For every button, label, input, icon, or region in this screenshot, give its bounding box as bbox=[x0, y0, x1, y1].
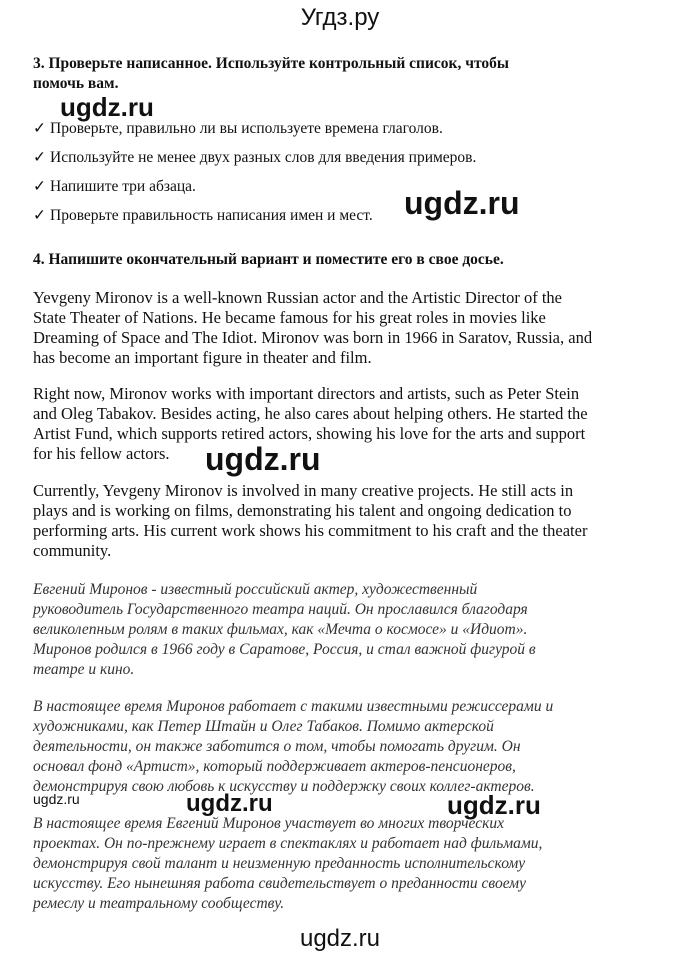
checkmark-icon: ✓ bbox=[33, 149, 46, 166]
english-paragraph-3 bbox=[33, 481, 587, 561]
checkmark-icon: ✓ bbox=[33, 120, 46, 137]
checklist-text: Напишите три абзаца. bbox=[50, 178, 196, 195]
text-line: руководитель Государственного театра наций. Он прославился благодаря bbox=[33, 601, 528, 618]
watermark: ugdz.ru bbox=[60, 92, 154, 122]
text-line: демонстрируя свою любовь к искусству и поддержку своих коллег-актеров. bbox=[33, 778, 535, 795]
text-line: Евгений Миронов - известный российский актер, художественный bbox=[33, 581, 478, 598]
text-line: великолепным ролям в таких фильмах, как «Мечта о космосе» и «Идиот». bbox=[33, 621, 528, 638]
text-line: деятельности, он также заботится о том, чтобы помогать другим. Он bbox=[33, 738, 521, 755]
footer-watermark: ugdz.ru bbox=[299, 925, 381, 952]
checkmark-icon: ✓ bbox=[33, 178, 46, 195]
text-line: проектах. Он по-прежнему играет в спектаклях и работает над фильмами, bbox=[33, 835, 543, 852]
checklist-item bbox=[33, 148, 476, 168]
watermark: ugdz.ru bbox=[404, 185, 520, 221]
text-line: and Oleg Tabakov. Besides acting, he also cares about helping others. He started the bbox=[33, 404, 588, 423]
task4-heading: 4. Напишите окончательный вариант и поместите его в свое досье. bbox=[33, 251, 504, 268]
russian-paragraph-2 bbox=[33, 697, 553, 797]
text-line: Yevgeny Mironov is a well-known Russian actor and the Artistic Director of the bbox=[33, 288, 562, 307]
russian-paragraph-3 bbox=[33, 814, 542, 914]
watermark: ugdz.ru bbox=[205, 441, 321, 477]
text-line: performing arts. His current work shows his commitment to his craft and the theater bbox=[33, 521, 588, 540]
text-line: Artist Fund, which supports retired actors, showing his love for the arts and support bbox=[33, 424, 586, 443]
watermark: ugdz.ru bbox=[186, 790, 273, 817]
checklist-text: Используйте не менее двух разных слов для введения примеров. bbox=[50, 149, 477, 166]
checkmark-icon: ✓ bbox=[33, 207, 46, 224]
text-line: Currently, Yevgeny Mironov is involved in many creative projects. He still acts in bbox=[33, 481, 574, 500]
checklist-item bbox=[33, 206, 373, 226]
text-line: Dreaming of Space and The Idiot. Mironov was born in 1966 in Saratov, Russia, and bbox=[33, 328, 593, 347]
english-paragraph-1 bbox=[33, 288, 592, 368]
text-line: основал фонд «Артист», который поддерживает актеров-пенсионеров, bbox=[33, 758, 516, 775]
text-line: community. bbox=[33, 541, 112, 560]
watermark: ugdz.ru bbox=[33, 791, 80, 807]
text-line: театре и кино. bbox=[33, 661, 135, 678]
text-line: Миронов родился в 1966 году в Саратове, Россия, и стал важной фигурой в bbox=[33, 641, 536, 658]
text-line: В настоящее время Миронов работает с такими известными режиссерами и bbox=[33, 698, 554, 715]
text-line: has become an important figure in theater and film. bbox=[33, 348, 372, 367]
text-line: В настоящее время Евгений Миронов участвует во многих творческих bbox=[33, 815, 504, 832]
text-line: State Theater of Nations. He became famous for his great roles in movies like bbox=[33, 308, 546, 327]
task3-heading-line: 3. Проверьте написанное. Используйте контрольный список, чтобы bbox=[33, 55, 509, 72]
watermark: ugdz.ru bbox=[447, 790, 541, 820]
task3-heading bbox=[33, 54, 509, 94]
text-line: демонстрируя свой талант и неизменную преданность исполнительскому bbox=[33, 855, 526, 872]
site-title: Угдз.ру bbox=[300, 4, 380, 31]
text-line: plays and is working on films, demonstrating his talent and ongoing dedication to bbox=[33, 501, 572, 520]
checklist-text: Проверьте правильность написания имен и мест. bbox=[50, 207, 373, 224]
checklist-item bbox=[33, 177, 196, 197]
checklist-text: Проверьте, правильно ли вы используете времена глаголов. bbox=[50, 120, 443, 137]
text-line: ремеслу и театральному сообществу. bbox=[33, 895, 285, 912]
text-line: художниками, как Петер Штайн и Олег Табаков. Помимо актерской bbox=[33, 718, 494, 735]
text-line: for his fellow actors. bbox=[33, 444, 170, 463]
russian-paragraph-1 bbox=[33, 580, 536, 680]
task3-heading-line: помочь вам. bbox=[33, 75, 119, 92]
text-line: Right now, Mironov works with important directors and artists, such as Peter Stein bbox=[33, 384, 580, 403]
text-line: искусству. Его нынешняя работа свидетельствует о преданности своему bbox=[33, 875, 526, 892]
